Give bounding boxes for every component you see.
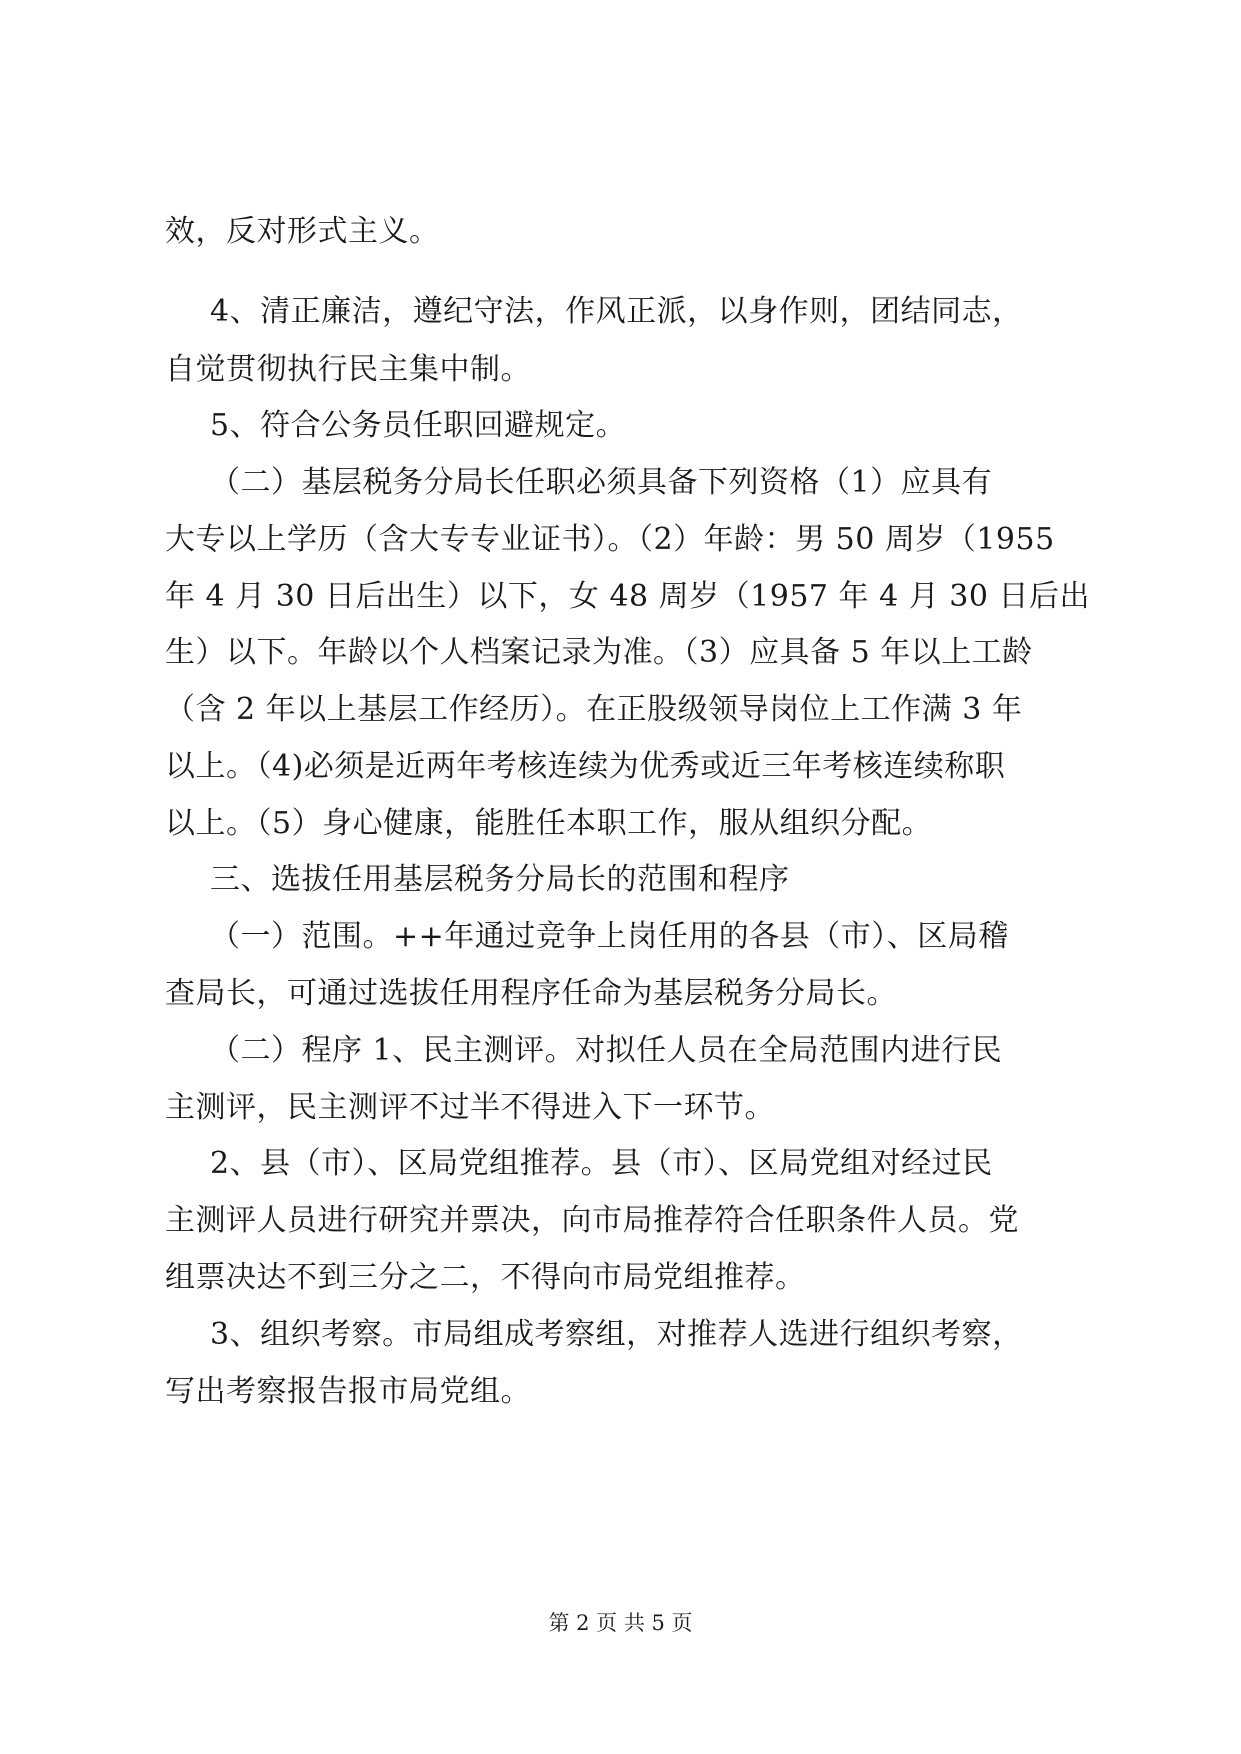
text-line-7: 年 4 月 30 日后出生）以下，女 48 周岁（1957 年 4 月 30 日后出	[165, 579, 1090, 614]
page-number-footer: 第 2 页 共 5 页	[548, 1611, 693, 1635]
text-line-13: （一）范围。++年通过竞争上岗任用的各县（市）、区局稽	[210, 919, 1009, 954]
text-line-4: 5、符合公务员任职回避规定。	[210, 408, 627, 443]
text-line-11: 以上。（5）身心健康，能胜任本职工作，服从组织分配。	[165, 806, 933, 841]
text-line-14: 查局长，可通过选拔任用程序任命为基层税务分局长。	[165, 976, 897, 1011]
text-line-21: 写出考察报告报市局党组。	[165, 1374, 531, 1409]
text-line-19: 组票决达不到三分之二，不得向市局党组推荐。	[165, 1260, 806, 1295]
text-line-16: 主测评，民主测评不过半不得进入下一环节。	[165, 1090, 775, 1125]
text-line-10: 以上。（4)必须是近两年考核连续为优秀或近三年考核连续称职	[165, 749, 1006, 784]
text-line-1: 效，反对形式主义。	[165, 214, 440, 249]
text-line-3: 自觉贯彻执行民主集中制。	[165, 352, 531, 387]
text-line-2: 4、清正廉洁，遵纪守法，作风正派，以身作则，团结同志，	[210, 294, 1023, 329]
text-line-20: 3、组织考察。市局组成考察组，对推荐人选进行组织考察，	[210, 1317, 1023, 1352]
text-line-6: 大专以上学历（含大专专业证书）。（2）年龄：男 50 周岁（1955	[165, 522, 1055, 557]
text-line-5: （二）基层税务分局长任职必须具备下列资格（1）应具有	[210, 465, 993, 500]
text-line-18: 主测评人员进行研究并票决，向市局推荐符合任职条件人员。党	[165, 1203, 1019, 1238]
text-line-15: （二）程序 1、民主测评。对拟任人员在全局范围内进行民	[210, 1033, 1003, 1068]
text-line-9: （含 2 年以上基层工作经历）。在正股级领导岗位上工作满 3 年	[165, 692, 1023, 727]
text-line-17: 2、县（市）、区局党组推荐。县（市）、区局党组对经过民	[210, 1146, 993, 1181]
section-heading: 三、选拔任用基层税务分局长的范围和程序	[210, 862, 790, 897]
text-line-8: 生）以下。年龄以个人档案记录为准。（3）应具备 5 年以上工龄	[165, 635, 1033, 670]
